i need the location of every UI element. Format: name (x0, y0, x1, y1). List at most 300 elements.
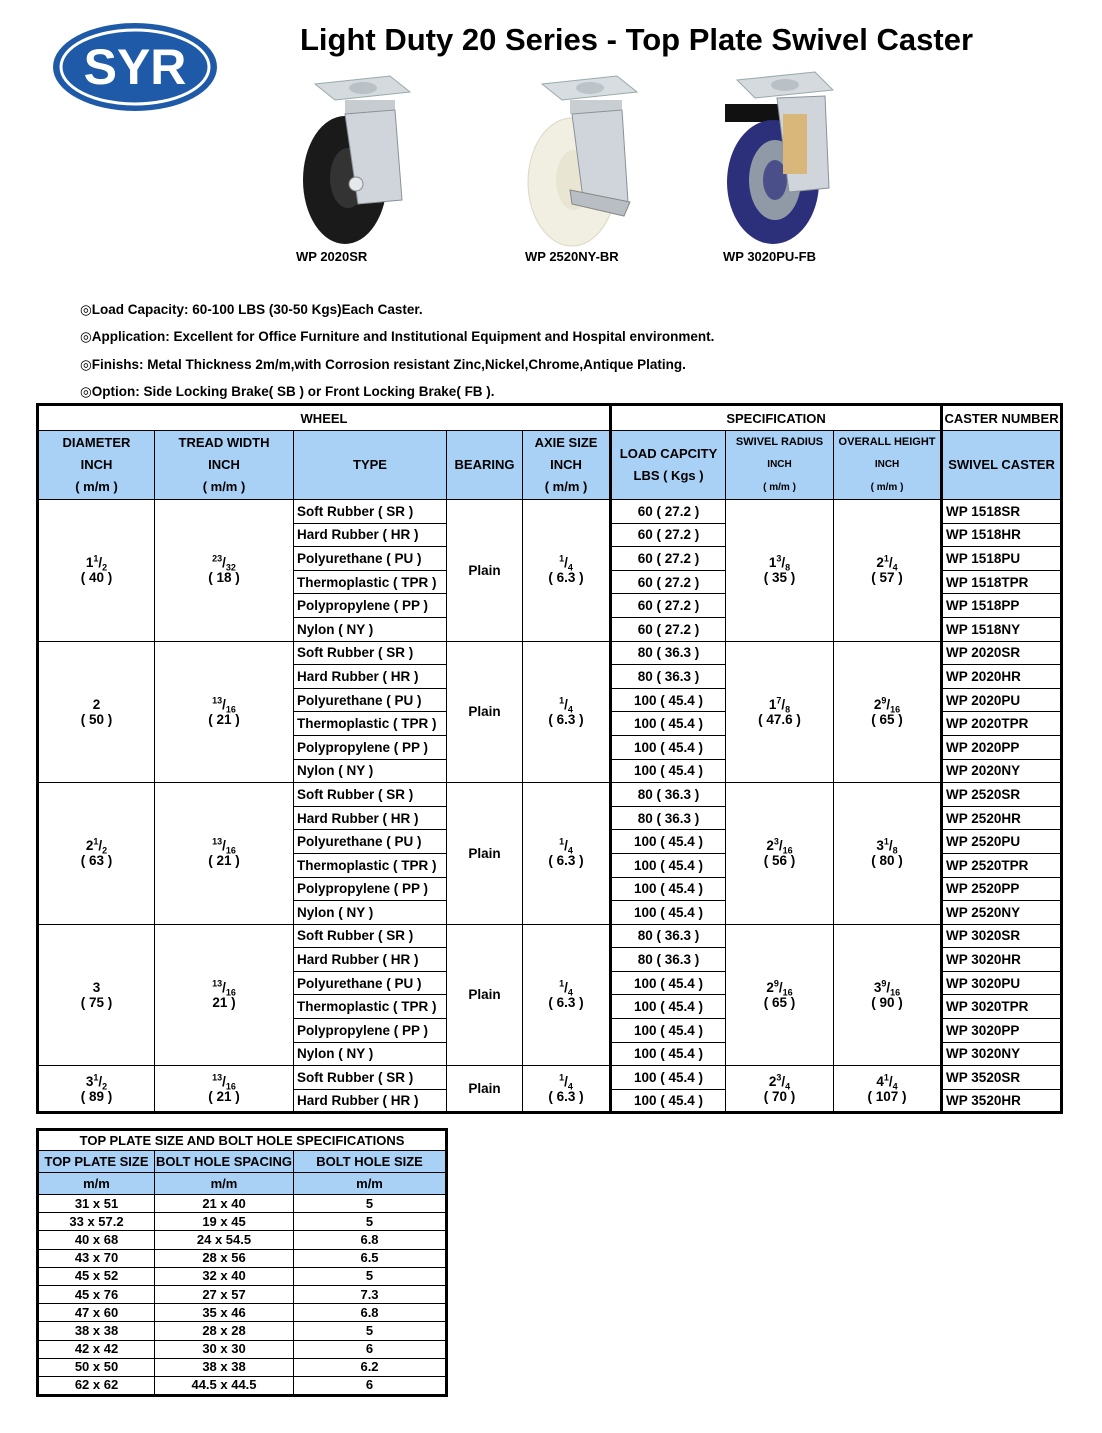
bolt-hole-spacing-cell: 44.5 x 44.5 (155, 1376, 294, 1395)
radius-mm: ( 35 ) (763, 570, 796, 586)
table-row (38, 783, 1062, 807)
header-swivel-caster: SWIVEL CASTER (942, 431, 1062, 500)
fraction-slash: / (564, 555, 568, 571)
tread-cell (155, 783, 294, 925)
model-cell: WP 3020PP (942, 1019, 1062, 1043)
header-bearing: BEARING (447, 431, 523, 500)
bolt-hole-size-cell: 5 (294, 1213, 447, 1231)
header-axle-size: AXIE SIZE INCH ( m/m ) (523, 431, 611, 500)
load-cell: 100 ( 45.4 ) (611, 1019, 726, 1043)
diameter-whole: 1 (85, 555, 94, 571)
bolt-hole-size-cell: 6.2 (294, 1358, 447, 1376)
fraction-slash: / (778, 838, 783, 854)
tread-mm: ( 21 ) (208, 853, 240, 869)
bolt-hole-size-cell: 6.8 (294, 1304, 447, 1322)
plate-rows (38, 1195, 447, 1396)
load-cell: 100 ( 45.4 ) (611, 1042, 726, 1066)
page-title: Light Duty 20 Series - Top Plate Swivel Caster (300, 22, 974, 57)
overall-height-cell (834, 641, 942, 783)
spec-load-capacity: ◎Load Capacity: 60-100 LBS (30-50 Kgs)Each Caster. (80, 302, 423, 317)
tread-cell (155, 500, 294, 642)
load-cell: 80 ( 36.3 ) (611, 924, 726, 948)
model-cell: WP 2520PU (942, 830, 1062, 854)
product-caption: WP 2020SR (296, 249, 368, 264)
axle-mm: ( 6.3 ) (548, 1088, 584, 1104)
model-cell: WP 1518HR (942, 523, 1062, 547)
overall-height-cell (834, 500, 942, 642)
bearing-cell: Plain (447, 641, 523, 783)
diameter-whole: 2 (92, 696, 101, 712)
spec-finishes: ◎Finishs: Metal Thickness 2m/m,with Corrosion resistant Zinc,Nickel,Chrome,Antique Plating. (80, 357, 686, 372)
overall-height-cell (834, 1066, 942, 1113)
radius-denominator: 8 (785, 704, 791, 715)
radius-numerator: 3 (773, 836, 779, 847)
logo-text: SYR (83, 39, 187, 95)
fraction-slash: / (98, 838, 103, 854)
tread-numerator: 13 (212, 695, 223, 706)
fraction-slash: / (781, 696, 786, 712)
header-type: TYPE (294, 431, 447, 500)
fraction-slash: / (886, 696, 891, 712)
diameter-whole: 3 (85, 1073, 94, 1089)
fraction-slash: / (98, 555, 103, 571)
load-cell: 80 ( 36.3 ) (611, 806, 726, 830)
radius-whole: 1 (768, 555, 777, 571)
bolt-hole-size-cell: 5 (294, 1267, 447, 1285)
bolt-hole-size-cell: 7.3 (294, 1285, 447, 1303)
model-cell: WP 3020PU (942, 971, 1062, 995)
diameter-denominator: 2 (102, 562, 108, 573)
unit-top-plate-size: m/m (38, 1173, 155, 1195)
table-row (38, 1249, 447, 1267)
fraction-slash: / (222, 696, 226, 712)
type-cell: Hard Rubber ( HR ) (294, 948, 447, 972)
table-row (38, 1285, 447, 1303)
top-plate-size-cell: 31 x 51 (38, 1195, 155, 1213)
bolt-hole-spacing-cell: 38 x 38 (155, 1358, 294, 1376)
type-cell: Soft Rubber ( SR ) (294, 1066, 447, 1090)
model-cell: WP 1518PU (942, 547, 1062, 571)
bearing-cell: Plain (447, 1066, 523, 1113)
height-mm: ( 65 ) (871, 711, 903, 727)
model-cell: WP 3020NY (942, 1042, 1062, 1066)
top-plate-size-cell: 33 x 57.2 (38, 1213, 155, 1231)
fraction-slash: / (222, 1073, 226, 1089)
axle-mm: ( 6.3 ) (548, 711, 584, 727)
header-bolt-hole-size: BOLT HOLE SIZE (294, 1151, 447, 1173)
top-plate-size-cell: 50 x 50 (38, 1358, 155, 1376)
axle-cell (523, 783, 611, 925)
load-cell: 100 ( 45.4 ) (611, 735, 726, 759)
product-caption: WP 3020PU-FB (723, 249, 816, 264)
type-cell: Hard Rubber ( HR ) (294, 523, 447, 547)
load-cell: 100 ( 45.4 ) (611, 995, 726, 1019)
top-plate-size-cell: 47 x 60 (38, 1304, 155, 1322)
radius-denominator: 4 (785, 1081, 791, 1092)
load-cell: 100 ( 45.4 ) (611, 853, 726, 877)
type-cell: Soft Rubber ( SR ) (294, 783, 447, 807)
type-cell: Nylon ( NY ) (294, 1042, 447, 1066)
type-cell: Polypropylene ( PP ) (294, 594, 447, 618)
load-cell: 100 ( 45.4 ) (611, 901, 726, 925)
fraction-slash: / (222, 555, 226, 571)
radius-denominator: 8 (785, 562, 791, 573)
diameter-mm: ( 75 ) (80, 994, 113, 1010)
table-row (38, 924, 1062, 948)
swivel-radius-cell (726, 783, 834, 925)
table-row (38, 1267, 447, 1285)
height-numerator: 9 (881, 695, 887, 706)
axle-denominator: 4 (567, 1081, 573, 1092)
height-whole: 2 (876, 555, 884, 571)
load-cell: 100 ( 45.4 ) (611, 712, 726, 736)
type-cell: Thermoplastic ( TPR ) (294, 712, 447, 736)
axle-mm: ( 6.3 ) (548, 853, 584, 869)
axle-numerator: 1 (559, 1072, 565, 1083)
bolt-hole-spacing-cell: 27 x 57 (155, 1285, 294, 1303)
header-top-plate-size: TOP PLATE SIZE (38, 1151, 155, 1173)
type-cell: Nylon ( NY ) (294, 901, 447, 925)
white-nylon-caster-with-brake-image (512, 70, 662, 250)
table-row (38, 641, 1062, 665)
table-row (38, 1066, 1062, 1090)
type-cell: Polyurethane ( PU ) (294, 547, 447, 571)
type-cell: Hard Rubber ( HR ) (294, 1089, 447, 1113)
load-cell: 100 ( 45.4 ) (611, 1089, 726, 1113)
tread-cell (155, 641, 294, 783)
radius-whole: 2 (768, 1073, 777, 1089)
diameter-mm: ( 50 ) (80, 711, 113, 727)
diameter-mm: ( 89 ) (80, 1088, 113, 1104)
fraction-slash: / (222, 979, 226, 995)
height-numerator: 1 (883, 836, 889, 847)
height-whole: 3 (873, 979, 882, 995)
radius-mm: ( 47.6 ) (758, 711, 801, 727)
overall-height-cell (834, 783, 942, 925)
model-cell: WP 3020HR (942, 948, 1062, 972)
height-denominator: 4 (892, 1081, 898, 1092)
top-plate-size-cell: 62 x 62 (38, 1376, 155, 1395)
axle-cell (523, 500, 611, 642)
plate-table-title: TOP PLATE SIZE AND BOLT HOLE SPECIFICATIONS (38, 1130, 447, 1151)
spec-option: ◎Option: Side Locking Brake( SB ) or Front Locking Brake( FB ). (80, 384, 495, 399)
model-cell: WP 2520HR (942, 806, 1062, 830)
table-row (38, 1322, 447, 1340)
unit-bolt-hole-spacing: m/m (155, 1173, 294, 1195)
swivel-radius-cell (726, 641, 834, 783)
model-cell: WP 1518NY (942, 617, 1062, 641)
caster-spec-rows (38, 500, 1062, 1113)
type-cell: Nylon ( NY ) (294, 759, 447, 783)
load-cell: 60 ( 27.2 ) (611, 617, 726, 641)
axle-cell (523, 924, 611, 1066)
radius-mm: ( 56 ) (763, 853, 796, 869)
bearing-cell: Plain (447, 500, 523, 642)
tread-denominator: 16 (225, 704, 236, 715)
height-mm: ( 90 ) (871, 994, 903, 1010)
top-plate-table (36, 1128, 448, 1397)
fraction-slash: / (564, 838, 568, 854)
diameter-numerator: 1 (93, 836, 99, 847)
load-cell: 100 ( 45.4 ) (611, 971, 726, 995)
table-row (38, 500, 1062, 524)
bolt-hole-spacing-cell: 19 x 45 (155, 1213, 294, 1231)
table-row (38, 1340, 447, 1358)
tread-numerator: 13 (212, 1072, 223, 1083)
load-cell: 60 ( 27.2 ) (611, 547, 726, 571)
type-cell: Soft Rubber ( SR ) (294, 641, 447, 665)
header-bolt-hole-spacing: BOLT HOLE SPACING (155, 1151, 294, 1173)
fraction-slash: / (886, 979, 891, 995)
load-cell: 60 ( 27.2 ) (611, 594, 726, 618)
black-rubber-caster-image (290, 70, 440, 250)
table-row (38, 1376, 447, 1395)
fraction-slash: / (781, 555, 786, 571)
table-row (38, 1358, 447, 1376)
model-cell: WP 2020TPR (942, 712, 1062, 736)
model-cell: WP 2520SR (942, 783, 1062, 807)
model-cell: WP 3020SR (942, 924, 1062, 948)
fraction-slash: / (564, 979, 568, 995)
model-cell: WP 3020TPR (942, 995, 1062, 1019)
type-cell: Polyurethane ( PU ) (294, 830, 447, 854)
height-denominator: 8 (892, 846, 898, 857)
diameter-denominator: 2 (102, 1081, 108, 1092)
tread-cell (155, 924, 294, 1066)
tread-mm: ( 18 ) (208, 570, 240, 586)
header-load-capacity: LOAD CAPCITY LBS ( Kgs ) (611, 431, 726, 500)
type-cell: Polypropylene ( PP ) (294, 1019, 447, 1043)
header-overall-height: OVERALL HEIGHT INCH ( m/m ) (834, 431, 942, 500)
diameter-whole: 3 (92, 979, 101, 995)
fraction-slash: / (222, 838, 226, 854)
load-cell: 80 ( 36.3 ) (611, 783, 726, 807)
diameter-numerator: 1 (93, 553, 99, 564)
bolt-hole-spacing-cell: 21 x 40 (155, 1195, 294, 1213)
diameter-cell (38, 641, 155, 783)
type-cell: Thermoplastic ( TPR ) (294, 853, 447, 877)
model-cell: WP 2020PU (942, 688, 1062, 712)
load-cell: 60 ( 27.2 ) (611, 570, 726, 594)
axle-mm: ( 6.3 ) (548, 570, 584, 586)
type-cell: Nylon ( NY ) (294, 617, 447, 641)
diameter-cell (38, 500, 155, 642)
header-tread-width: TREAD WIDTH INCH ( m/m ) (155, 431, 294, 500)
tread-denominator: 16 (225, 1081, 236, 1092)
fraction-slash: / (888, 1073, 893, 1089)
overall-height-cell (834, 924, 942, 1066)
axle-numerator: 1 (559, 978, 565, 989)
type-cell: Polyurethane ( PU ) (294, 688, 447, 712)
blue-polyurethane-caster-with-front-brake-image (715, 70, 865, 250)
load-cell: 80 ( 36.3 ) (611, 665, 726, 689)
height-numerator: 9 (881, 978, 887, 989)
load-cell: 80 ( 36.3 ) (611, 948, 726, 972)
radius-numerator: 7 (776, 695, 782, 706)
bolt-hole-spacing-cell: 30 x 30 (155, 1340, 294, 1358)
tread-numerator: 13 (212, 836, 223, 847)
bolt-hole-spacing-cell: 28 x 28 (155, 1322, 294, 1340)
radius-whole: 1 (768, 696, 777, 712)
bearing-cell: Plain (447, 924, 523, 1066)
radius-numerator: 9 (773, 978, 779, 989)
model-cell: WP 2020PP (942, 735, 1062, 759)
swivel-radius-cell (726, 1066, 834, 1113)
section-wheel: WHEEL (38, 405, 611, 431)
type-cell: Hard Rubber ( HR ) (294, 806, 447, 830)
tread-denominator: 16 (225, 987, 236, 998)
model-cell: WP 3520SR (942, 1066, 1062, 1090)
load-cell: 100 ( 45.4 ) (611, 759, 726, 783)
load-cell: 60 ( 27.2 ) (611, 500, 726, 524)
diameter-numerator: 1 (93, 1072, 99, 1083)
type-cell: Polypropylene ( PP ) (294, 735, 447, 759)
axle-denominator: 4 (567, 846, 573, 857)
bolt-hole-spacing-cell: 35 x 46 (155, 1304, 294, 1322)
diameter-mm: ( 63 ) (80, 853, 113, 869)
type-cell: Polypropylene ( PP ) (294, 877, 447, 901)
bearing-cell: Plain (447, 783, 523, 925)
swivel-radius-cell (726, 500, 834, 642)
bolt-hole-size-cell: 6.5 (294, 1249, 447, 1267)
top-plate-size-cell: 45 x 52 (38, 1267, 155, 1285)
model-cell: WP 1518TPR (942, 570, 1062, 594)
header-diameter: DIAMETER INCH ( m/m ) (38, 431, 155, 500)
tread-denominator: 32 (225, 562, 236, 573)
height-whole: 2 (873, 696, 882, 712)
axle-denominator: 4 (567, 987, 573, 998)
type-cell: Soft Rubber ( SR ) (294, 924, 447, 948)
model-cell: WP 2520TPR (942, 853, 1062, 877)
fraction-slash: / (98, 1073, 103, 1089)
model-cell: WP 2520NY (942, 901, 1062, 925)
diameter-whole: 2 (85, 838, 94, 854)
swivel-radius-cell (726, 924, 834, 1066)
fraction-slash: / (778, 979, 783, 995)
bolt-hole-spacing-cell: 32 x 40 (155, 1267, 294, 1285)
height-denominator: 4 (892, 562, 898, 573)
table-row (38, 1195, 447, 1213)
top-plate-size-cell: 40 x 68 (38, 1231, 155, 1249)
diameter-mm: ( 40 ) (80, 570, 113, 586)
load-cell: 60 ( 27.2 ) (611, 523, 726, 547)
diameter-denominator: 2 (102, 846, 108, 857)
fraction-slash: / (781, 1073, 786, 1089)
axle-numerator: 1 (559, 695, 565, 706)
model-cell: WP 2020NY (942, 759, 1062, 783)
product-caption: WP 2520NY-BR (525, 249, 619, 264)
top-plate-size-cell: 42 x 42 (38, 1340, 155, 1358)
radius-whole: 2 (766, 979, 774, 995)
table-row (38, 1213, 447, 1231)
top-plate-size-cell: 38 x 38 (38, 1322, 155, 1340)
section-caster-number: CASTER NUMBER (942, 405, 1062, 431)
syr-logo (52, 22, 218, 112)
radius-mm: ( 70 ) (763, 1088, 796, 1104)
type-cell: Hard Rubber ( HR ) (294, 665, 447, 689)
axle-mm: ( 6.3 ) (548, 994, 584, 1010)
load-cell: 100 ( 45.4 ) (611, 830, 726, 854)
table-row (38, 1231, 447, 1249)
axle-numerator: 1 (559, 553, 565, 564)
radius-numerator: 3 (776, 1072, 782, 1083)
radius-denominator: 16 (782, 987, 793, 998)
type-cell: Thermoplastic ( TPR ) (294, 995, 447, 1019)
bolt-hole-size-cell: 5 (294, 1322, 447, 1340)
type-cell: Soft Rubber ( SR ) (294, 500, 447, 524)
diameter-cell (38, 924, 155, 1066)
model-cell: WP 2020SR (942, 641, 1062, 665)
load-cell: 100 ( 45.4 ) (611, 1066, 726, 1090)
axle-cell (523, 1066, 611, 1113)
tread-cell (155, 1066, 294, 1113)
diameter-cell (38, 783, 155, 925)
model-cell: WP 1518SR (942, 500, 1062, 524)
bolt-hole-size-cell: 6.8 (294, 1231, 447, 1249)
bolt-hole-spacing-cell: 24 x 54.5 (155, 1231, 294, 1249)
load-cell: 100 ( 45.4 ) (611, 877, 726, 901)
model-cell: WP 3520HR (942, 1089, 1062, 1113)
axle-denominator: 4 (567, 562, 573, 573)
axle-denominator: 4 (567, 704, 573, 715)
height-whole: 4 (876, 1073, 884, 1089)
height-mm: ( 80 ) (871, 853, 903, 869)
top-plate-size-cell: 43 x 70 (38, 1249, 155, 1267)
model-cell: WP 2520PP (942, 877, 1062, 901)
bolt-hole-spacing-cell: 28 x 56 (155, 1249, 294, 1267)
height-mm: ( 107 ) (867, 1088, 907, 1104)
bolt-hole-size-cell: 6 (294, 1340, 447, 1358)
diameter-cell (38, 1066, 155, 1113)
axle-cell (523, 641, 611, 783)
bolt-hole-size-cell: 5 (294, 1195, 447, 1213)
tread-numerator: 23 (212, 553, 223, 564)
radius-mm: ( 65 ) (763, 994, 796, 1010)
bolt-hole-size-cell: 6 (294, 1376, 447, 1395)
table-row (38, 1304, 447, 1322)
top-plate-size-cell: 45 x 76 (38, 1285, 155, 1303)
tread-mm: ( 21 ) (208, 1088, 240, 1104)
caster-spec-table (36, 403, 1063, 1114)
radius-denominator: 16 (782, 846, 793, 857)
tread-denominator: 16 (225, 846, 236, 857)
fraction-slash: / (888, 838, 893, 854)
fraction-slash: / (564, 1073, 568, 1089)
height-numerator: 1 (883, 553, 889, 564)
header-swivel-radius: SWIVEL RADIUS INCH ( m/m ) (726, 431, 834, 500)
load-cell: 80 ( 36.3 ) (611, 641, 726, 665)
tread-numerator: 13 (212, 978, 223, 989)
type-cell: Polyurethane ( PU ) (294, 971, 447, 995)
height-numerator: 1 (883, 1072, 889, 1083)
model-cell: WP 2020HR (942, 665, 1062, 689)
radius-whole: 2 (766, 838, 774, 854)
axle-numerator: 1 (559, 836, 565, 847)
fraction-slash: / (888, 555, 893, 571)
height-whole: 3 (876, 838, 884, 854)
spec-application: ◎Application: Excellent for Office Furniture and Institutional Equipment and Hospital environment. (80, 329, 715, 344)
unit-bolt-hole-size: m/m (294, 1173, 447, 1195)
height-mm: ( 57 ) (871, 570, 903, 586)
tread-mm: 21 ) (212, 994, 236, 1010)
section-specification: SPECIFICATION (611, 405, 942, 431)
type-cell: Thermoplastic ( TPR ) (294, 570, 447, 594)
height-denominator: 16 (890, 704, 901, 715)
height-denominator: 16 (890, 987, 901, 998)
tread-mm: ( 21 ) (208, 711, 240, 727)
model-cell: WP 1518PP (942, 594, 1062, 618)
fraction-slash: / (564, 696, 568, 712)
